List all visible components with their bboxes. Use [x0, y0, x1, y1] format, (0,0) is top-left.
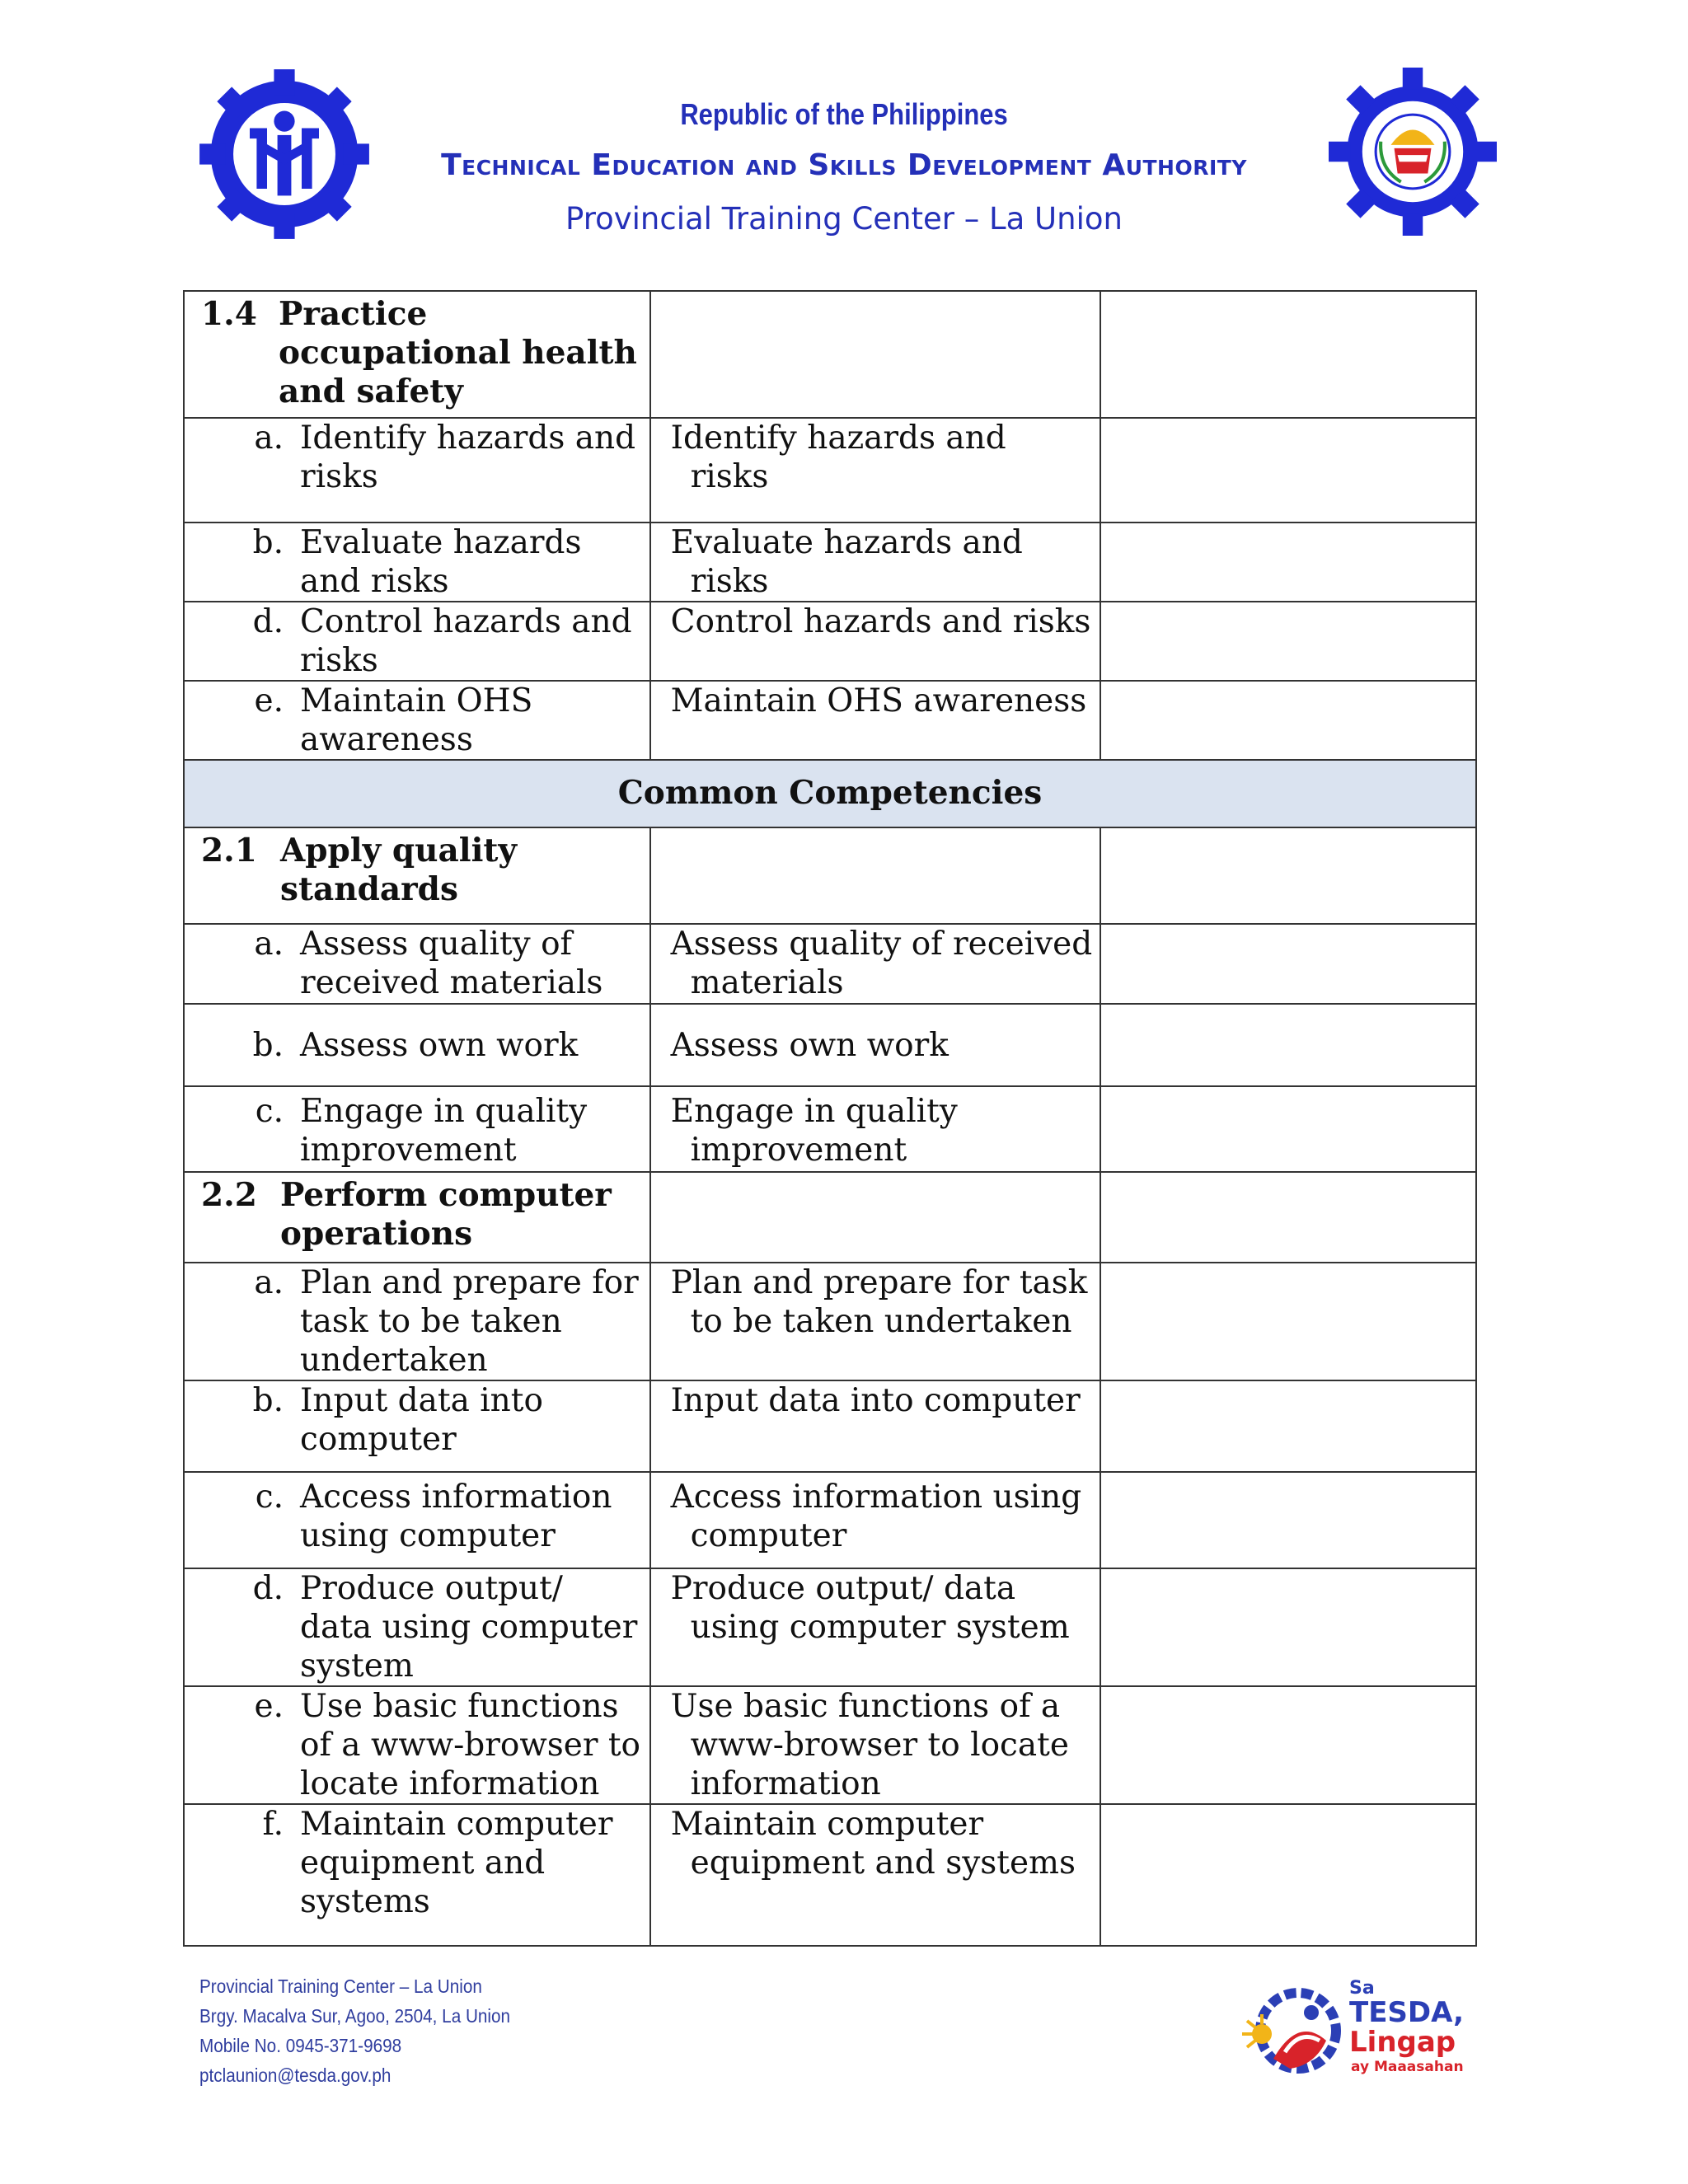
- item-letter: c.: [255, 1479, 284, 1516]
- empty-cell: [1100, 1172, 1476, 1263]
- section-heading-cell: [184, 291, 650, 418]
- table-row: [184, 523, 1476, 602]
- item-col2-text: Input data into computer: [670, 1382, 1081, 1419]
- item-col2-text: Maintain computer equipment and systems: [670, 1806, 1076, 1882]
- item-text: Use basic functions of a www-browser to locate information: [300, 1688, 641, 1802]
- item-letter: f.: [262, 1806, 284, 1843]
- empty-cell: [650, 827, 1100, 924]
- item-text: Maintain OHS awareness: [300, 682, 533, 758]
- section-number: 1.4: [201, 295, 257, 333]
- empty-cell: [1100, 1086, 1476, 1172]
- table-row: [184, 1804, 1476, 1946]
- item-col2-text: Engage in quality improvement: [670, 1093, 958, 1169]
- empty-cell: [1100, 291, 1476, 418]
- item-letter: d.: [252, 1570, 284, 1607]
- competency-table: [183, 290, 1477, 1947]
- item-letter: a.: [254, 1264, 284, 1301]
- ptc-la-union-seal-icon: [1329, 68, 1497, 236]
- table-row: [184, 1086, 1476, 1172]
- item-col2-text: Produce output/ data using computer system: [670, 1570, 1070, 1646]
- item-col2-text: Plan and prepare for task to be taken undertaken: [670, 1264, 1088, 1340]
- footer-contact: [199, 1971, 510, 2090]
- section-title: Practice occupational health and safety: [279, 295, 637, 410]
- item-col2-text: Access information using computer: [670, 1479, 1082, 1554]
- empty-cell: [1100, 1568, 1476, 1686]
- empty-cell: [1100, 523, 1476, 602]
- slogan-ay-maaasahan: ay Maaasahan: [1351, 2059, 1464, 2075]
- item-text: Assess quality of received materials: [300, 926, 603, 1001]
- table-row: [184, 924, 1476, 1004]
- item-col2-text: Assess own work: [670, 1026, 949, 1064]
- empty-cell: [650, 1172, 1100, 1263]
- item-text: Evaluate hazards and risks: [300, 524, 582, 600]
- item-letter: b.: [252, 1382, 284, 1419]
- footer-email[interactable]: ptclaunion@tesda.gov.ph: [199, 2064, 392, 2086]
- empty-cell: [1100, 827, 1476, 924]
- footer-address: Brgy. Macalva Sur, Agoo, 2504, La Union: [199, 2005, 511, 2027]
- banner-row: [184, 760, 1476, 827]
- table-row: [184, 1263, 1476, 1380]
- table-row: [184, 1686, 1476, 1804]
- item-text: Engage in quality improvement: [300, 1093, 588, 1169]
- header-republic: Republic of the Philippines: [680, 97, 1008, 131]
- empty-cell: [650, 291, 1100, 418]
- common-competencies-banner: Common Competencies: [184, 760, 1476, 827]
- tesda-lingap-logo: [1240, 1976, 1471, 2083]
- item-text: Control hazards and risks: [300, 603, 632, 679]
- item-text: Maintain computer equipment and systems: [300, 1806, 613, 1920]
- section-row: [184, 827, 1476, 924]
- table-row: [184, 1380, 1476, 1472]
- item-text: Input data into computer: [300, 1382, 543, 1458]
- item-text: Identify hazards and risks: [300, 419, 636, 495]
- empty-cell: [1100, 1380, 1476, 1472]
- empty-cell: [1100, 418, 1476, 523]
- item-text: Plan and prepare for task to be taken undertaken: [300, 1264, 639, 1379]
- empty-cell: [1100, 1686, 1476, 1804]
- empty-cell: [1100, 924, 1476, 1004]
- slogan-sa: Sa: [1349, 1978, 1375, 1999]
- item-col2-text: Use basic functions of a www-browser to locate information: [670, 1688, 1069, 1802]
- letterhead: [0, 0, 1688, 272]
- item-col2-text: Evaluate hazards and risks: [670, 524, 1023, 600]
- empty-cell: [1100, 681, 1476, 760]
- section-row: [184, 1172, 1476, 1263]
- item-letter: b.: [252, 1026, 284, 1064]
- item-col2-text: Maintain OHS awareness: [670, 682, 1087, 719]
- item-letter: e.: [254, 682, 284, 719]
- slogan-lingap: Lingap: [1349, 2026, 1456, 2059]
- table-row: [184, 418, 1476, 523]
- section-number: 2.2: [201, 1176, 257, 1214]
- empty-cell: [1100, 1004, 1476, 1086]
- item-col2-text: Control hazards and risks: [670, 603, 1091, 640]
- slogan-tesda: TESDA,: [1349, 1996, 1464, 2029]
- table-row: [184, 1004, 1476, 1086]
- item-letter: c.: [255, 1093, 284, 1130]
- empty-cell: [1100, 1804, 1476, 1946]
- table-row: [184, 602, 1476, 681]
- section-row: [184, 291, 1476, 418]
- item-letter: b.: [252, 524, 284, 561]
- lingap-emblem-icon: [1240, 1983, 1346, 2080]
- section-title: Perform computer operations: [280, 1176, 612, 1253]
- section-heading-cell: [184, 1172, 650, 1263]
- item-letter: d.: [252, 603, 284, 640]
- item-text: Access information using computer: [300, 1479, 612, 1554]
- item-letter: a.: [254, 926, 284, 963]
- footer-mobile: Mobile No. 0945-371-9698: [199, 2035, 402, 2056]
- table-row: [184, 681, 1476, 760]
- empty-cell: [1100, 1472, 1476, 1568]
- table-row: [184, 1568, 1476, 1686]
- empty-cell: [1100, 602, 1476, 681]
- item-text: Assess own work: [300, 1026, 579, 1064]
- item-text: Produce output/ data using computer system: [300, 1570, 638, 1685]
- section-number: 2.1: [201, 832, 257, 869]
- empty-cell: [1100, 1263, 1476, 1380]
- table-row: [184, 1472, 1476, 1568]
- item-col2-text: Identify hazards and risks: [670, 419, 1006, 495]
- item-letter: e.: [254, 1688, 284, 1725]
- header-training-center: Provincial Training Center – La Union: [565, 201, 1123, 237]
- header-agency: Technical Education and Skills Development Authority: [441, 148, 1247, 182]
- section-title: Apply quality standards: [280, 832, 518, 908]
- section-heading-cell: [184, 827, 650, 924]
- item-letter: a.: [254, 419, 284, 457]
- item-col2-text: Assess quality of received materials: [670, 926, 1093, 1001]
- footer-org: Provincial Training Center – La Union: [199, 1975, 482, 1997]
